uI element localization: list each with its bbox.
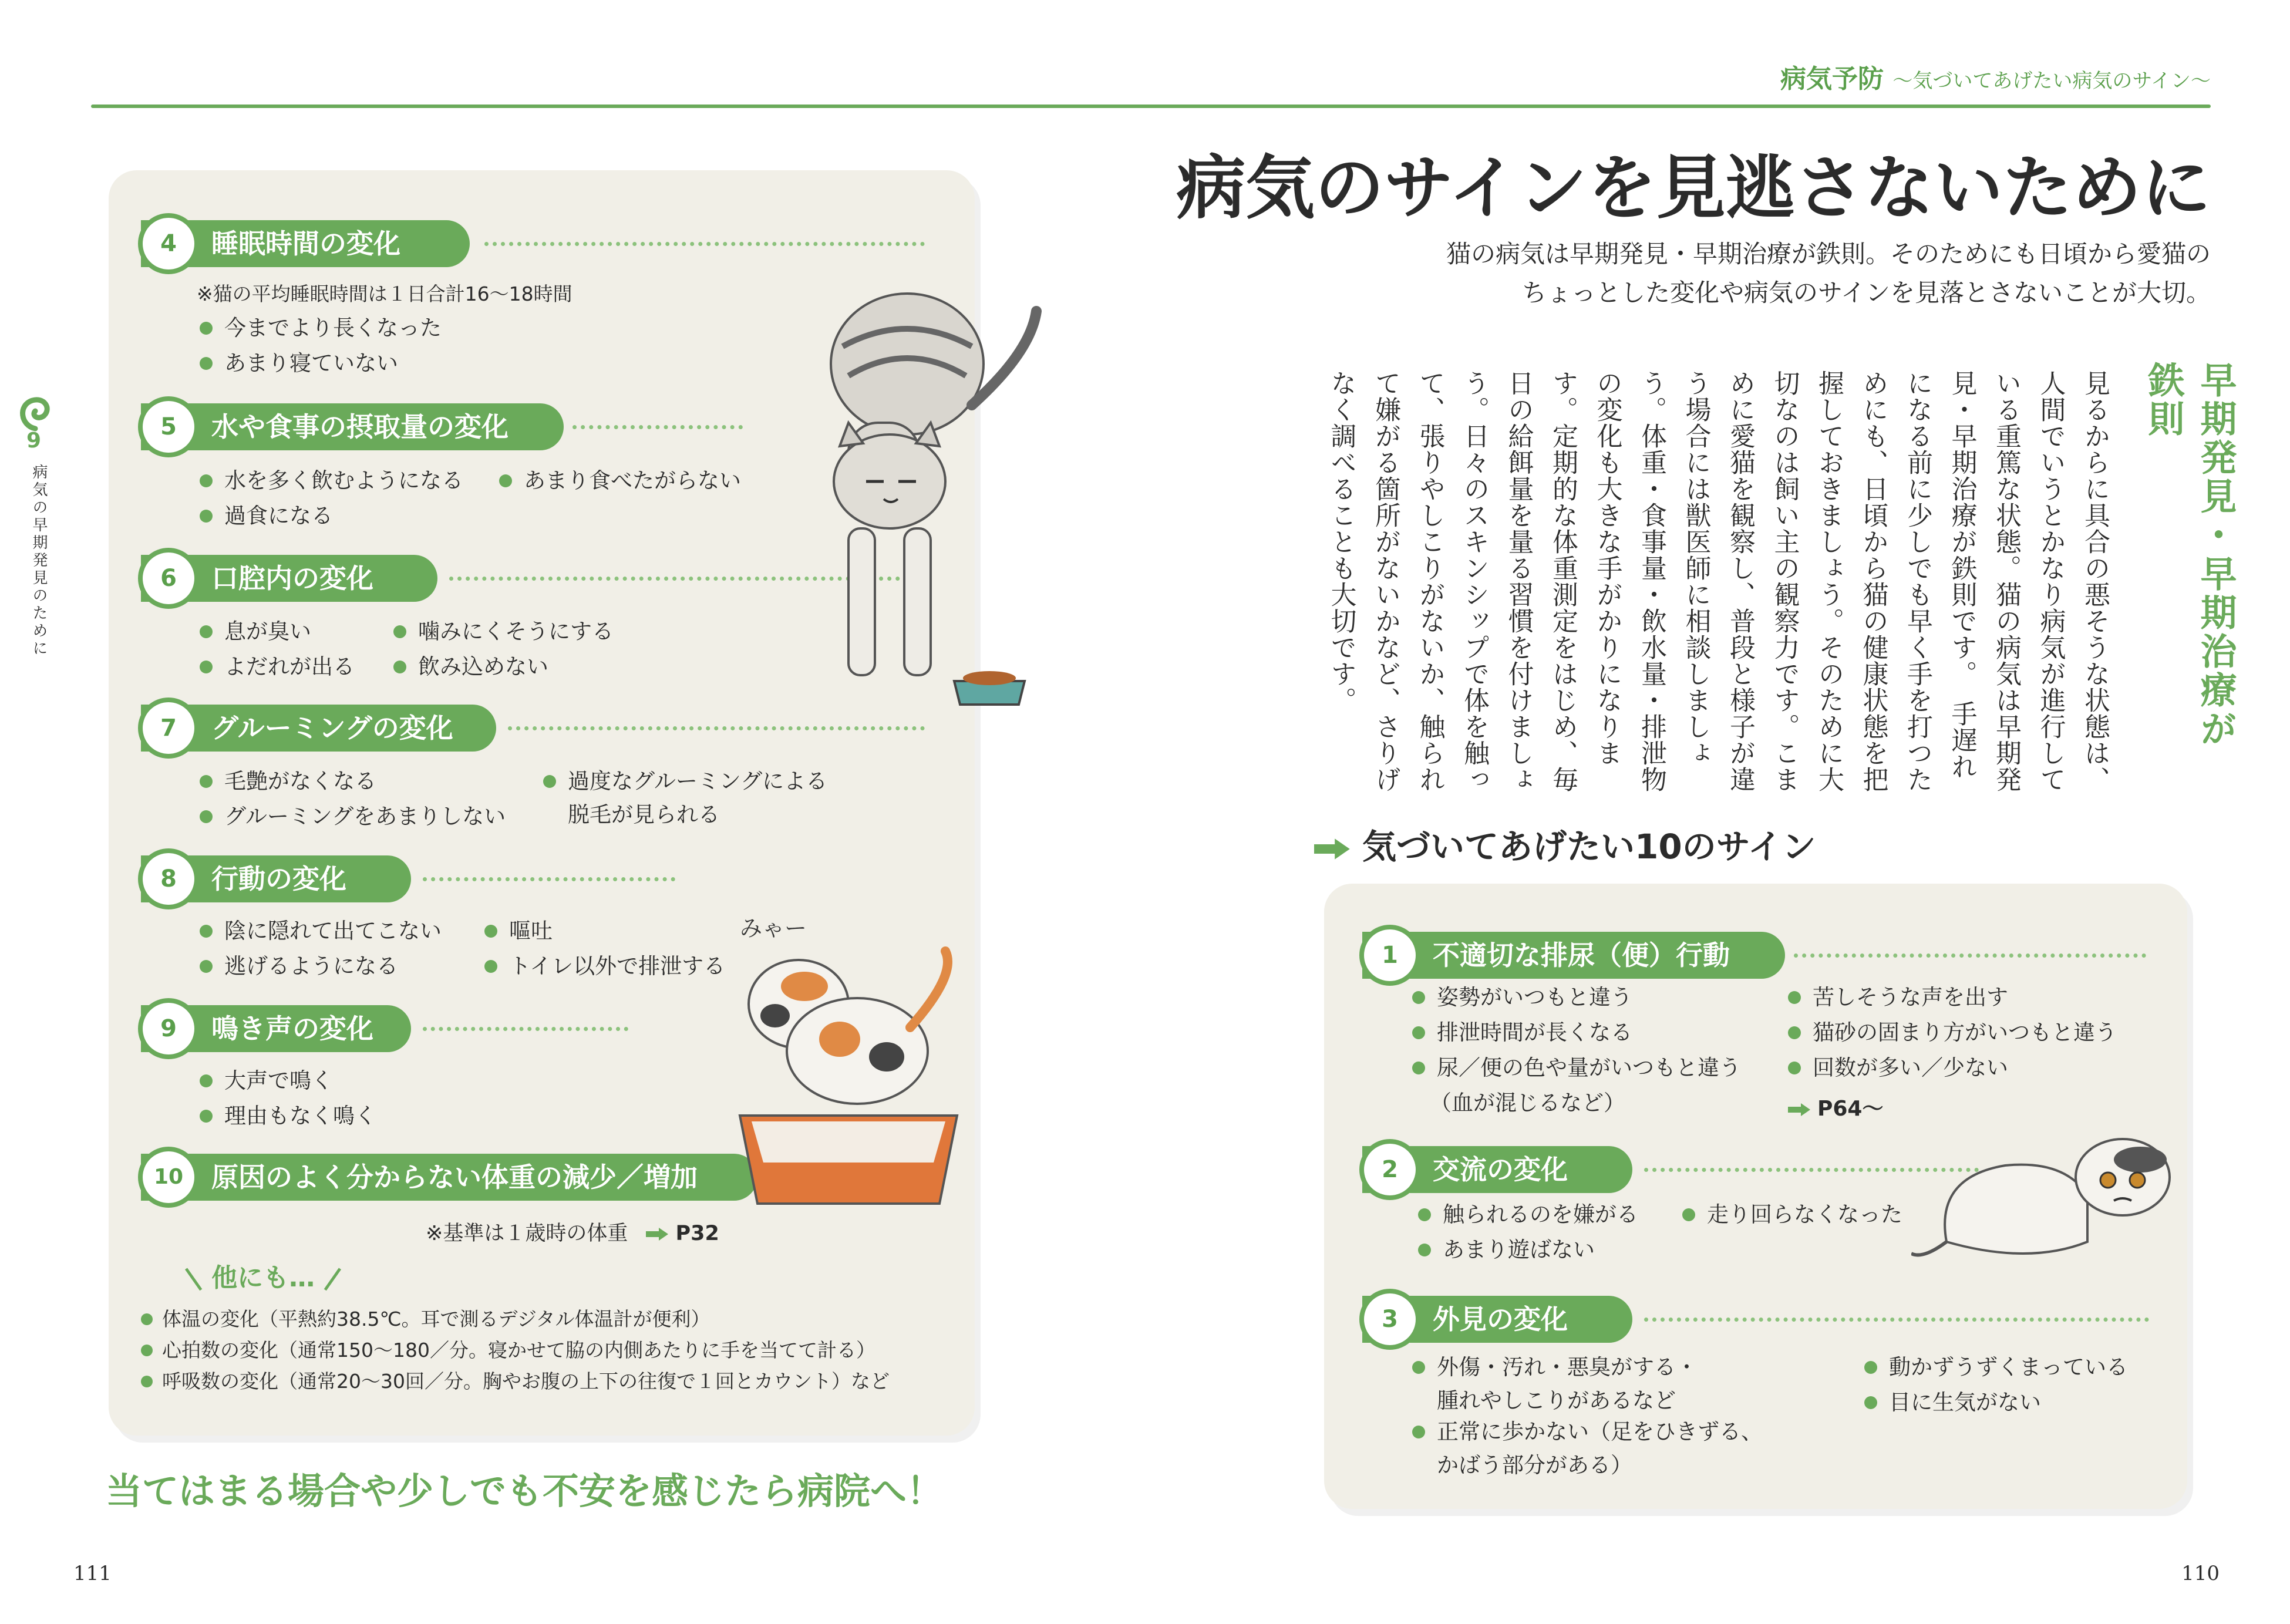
sign-number-6: 6 [138, 548, 199, 609]
cat-sound-text: みゃー [740, 915, 807, 941]
sign-title-2: 交流の変化 [1362, 1146, 1632, 1193]
list-item: 正常に歩かない（足をひきずる、 [1412, 1418, 1763, 1446]
list-item: 理由もなく鳴く [200, 1102, 376, 1130]
side-tab-number: 9 [26, 429, 42, 453]
bottom-message: 当てはまる場合や少しでも不安を感じたら病院へ！ [106, 1470, 944, 1512]
side-tab-text: 病気の早期発見のために [30, 464, 48, 658]
page-number-left: 111 [73, 1562, 112, 1585]
sign-number-5: 5 [138, 396, 199, 457]
sign-title-4: 睡眠時間の変化 [141, 220, 470, 267]
list-item: よだれが出る [200, 653, 355, 681]
sign-number-1: 1 [1359, 925, 1420, 986]
calico-cat-illustration [722, 939, 975, 1215]
page-number-right: 110 [2181, 1562, 2220, 1585]
list-item: あまり遊ばない [1418, 1236, 1595, 1264]
list-item-continued: （血が混じるなど） [1430, 1090, 1625, 1116]
page-reference[interactable]: P64〜 [1788, 1092, 1883, 1122]
list-item: グルーミングをあまりしない [200, 803, 506, 831]
slash-mark-icon: | [321, 1263, 346, 1293]
lead-text: 猫の病気は早期発見・早期治療が鉄則。そのためにも日頃から愛猫の ちょっとした変化や病気のサインを見落とさないことが大切。 [1446, 240, 2211, 307]
list-item: 呼吸数の変化（通常20〜30回／分。胸やお腹の上下の往復で１回とカウント）など [141, 1369, 890, 1394]
list-item-continued: かばう部分がある） [1437, 1453, 1632, 1478]
section-body: 見るからに具合の悪そうな状態は、人間でいうとかなり病気が進行している重篤な状態。猫の病気は早期発見・早期治療が鉄則です。 手遅れになる前に少しでも早く手を打つためにも、日頃から猫の健康状態を把握しておきましょう。そのために大切なのは飼い主の観察力です。こまめに愛猫を観察し、普段と様子が違う場合には獣医師に相談しましょう。体重・食事量・飲水量・排泄物の変化も大きな手がかりになります。定期的な体重測定をはじめ、毎日の給餌量を量る習慣を付けましょう。日々のスキンシップで体を触って、張りやしこりがないか、触られて嫌がる箇所がないかなど、さりげなく調べることも大切です。 [1326, 370, 2110, 793]
spiral-icon [12, 388, 59, 434]
list-item: 過度なグルーミングによる [543, 767, 827, 796]
page-title: 病気のサインを見逃さないために [1176, 147, 2211, 228]
sign-title-10: 原因のよく分からない体重の減少／増加 [141, 1154, 757, 1201]
arrow-right-icon [1788, 1103, 1811, 1116]
sign-number-9: 9 [138, 998, 199, 1059]
list-item: 尿／便の色や量がいつもと違う [1412, 1054, 1741, 1082]
slash-mark-icon: | [180, 1263, 206, 1293]
list-item: 目に生気がない [1864, 1389, 2041, 1417]
list-item: 逃げるようになる [200, 952, 398, 981]
arrow-right-icon [1314, 838, 1352, 859]
list-item: 息が臭い [200, 618, 311, 646]
list-item: 嘔吐 [484, 917, 553, 945]
page-reference[interactable]: P32 [646, 1222, 719, 1245]
list-item: 触られるのを嫌がる [1418, 1201, 1638, 1229]
list-item: 猫砂の固まり方がいつもと違う [1788, 1019, 2117, 1047]
sign-number-4: 4 [138, 213, 199, 274]
list-item: 大声で鳴く [200, 1067, 333, 1095]
left-signs-card [109, 170, 975, 1436]
list-item: 外傷・汚れ・悪臭がする・ [1412, 1353, 1698, 1382]
others-heading: | 他にも… | [180, 1263, 346, 1293]
list-item: 動かずうずくまっている [1864, 1353, 2128, 1382]
signs-heading: 気づいてあげたい10のサイン [1321, 819, 1816, 868]
list-item: 飲み込めない [393, 653, 548, 681]
list-item: 回数が多い／少ない [1788, 1054, 2008, 1082]
list-item: 今までより長くなった [200, 314, 442, 342]
header-rule [91, 105, 2211, 108]
sign-title-6: 口腔内の変化 [141, 555, 437, 602]
arrow-right-icon [646, 1228, 669, 1241]
running-header: 病気予防 〜気づいてあげたい病気のサイン〜 [1780, 64, 2211, 94]
frightened-cat-illustration [1911, 1124, 2176, 1277]
sign-note-4: ※猫の平均睡眠時間は１日合計16〜18時間 [197, 282, 572, 305]
list-item: 体温の変化（平熱約38.5℃。耳で測るデジタル体温計が便利） [141, 1306, 710, 1332]
list-item: 苦しそうな声を出す [1788, 983, 2008, 1012]
list-item: 噛みにくそうにする [393, 618, 614, 646]
sign-title-8: 行動の変化 [141, 855, 411, 902]
list-item: 姿勢がいつもと違う [1412, 983, 1632, 1012]
list-item: トイレ以外で排泄する [484, 952, 725, 981]
sign-title-5: 水や食事の摂取量の変化 [141, 403, 564, 450]
sign-number-10: 10 [138, 1147, 199, 1208]
list-item: あまり寝ていない [200, 349, 398, 378]
list-item: 陰に隠れて出てこない [200, 917, 442, 945]
sign-number-2: 2 [1359, 1139, 1420, 1200]
sign-title-7: グルーミングの変化 [141, 705, 496, 752]
sign-title-3: 外見の変化 [1362, 1296, 1632, 1343]
tabby-cat-illustration [760, 276, 1054, 728]
list-item: 排泄時間が長くなる [1412, 1019, 1632, 1047]
list-item: 毛艶がなくなる [200, 767, 376, 796]
list-item: 走り回らなくなった [1682, 1201, 1902, 1229]
list-item-continued: 脱毛が見られる [568, 802, 720, 827]
sign-note-10: ※基準は１歳時の体重 P32 [426, 1222, 719, 1245]
sign-number-8: 8 [138, 848, 199, 909]
right-signs-card [1324, 884, 2187, 1509]
sign-title-9: 鳴き声の変化 [141, 1005, 411, 1052]
list-item-continued: 腫れやしこりがあるなど [1437, 1388, 1676, 1413]
sign-number-3: 3 [1359, 1289, 1420, 1350]
list-item: あまり食べたがらない [499, 467, 741, 495]
list-item: 心拍数の変化（通常150〜180／分。寝かせて脇の内側あたりに手を当てて計る） [141, 1337, 875, 1363]
sign-number-7: 7 [138, 698, 199, 759]
list-item: 過食になる [200, 502, 333, 530]
list-item: 水を多く飲むようになる [200, 467, 463, 495]
sign-title-1: 不適切な排尿（便）行動 [1362, 932, 1785, 979]
section-heading: 早期発見・早期治療が鉄則 [2142, 361, 2237, 749]
